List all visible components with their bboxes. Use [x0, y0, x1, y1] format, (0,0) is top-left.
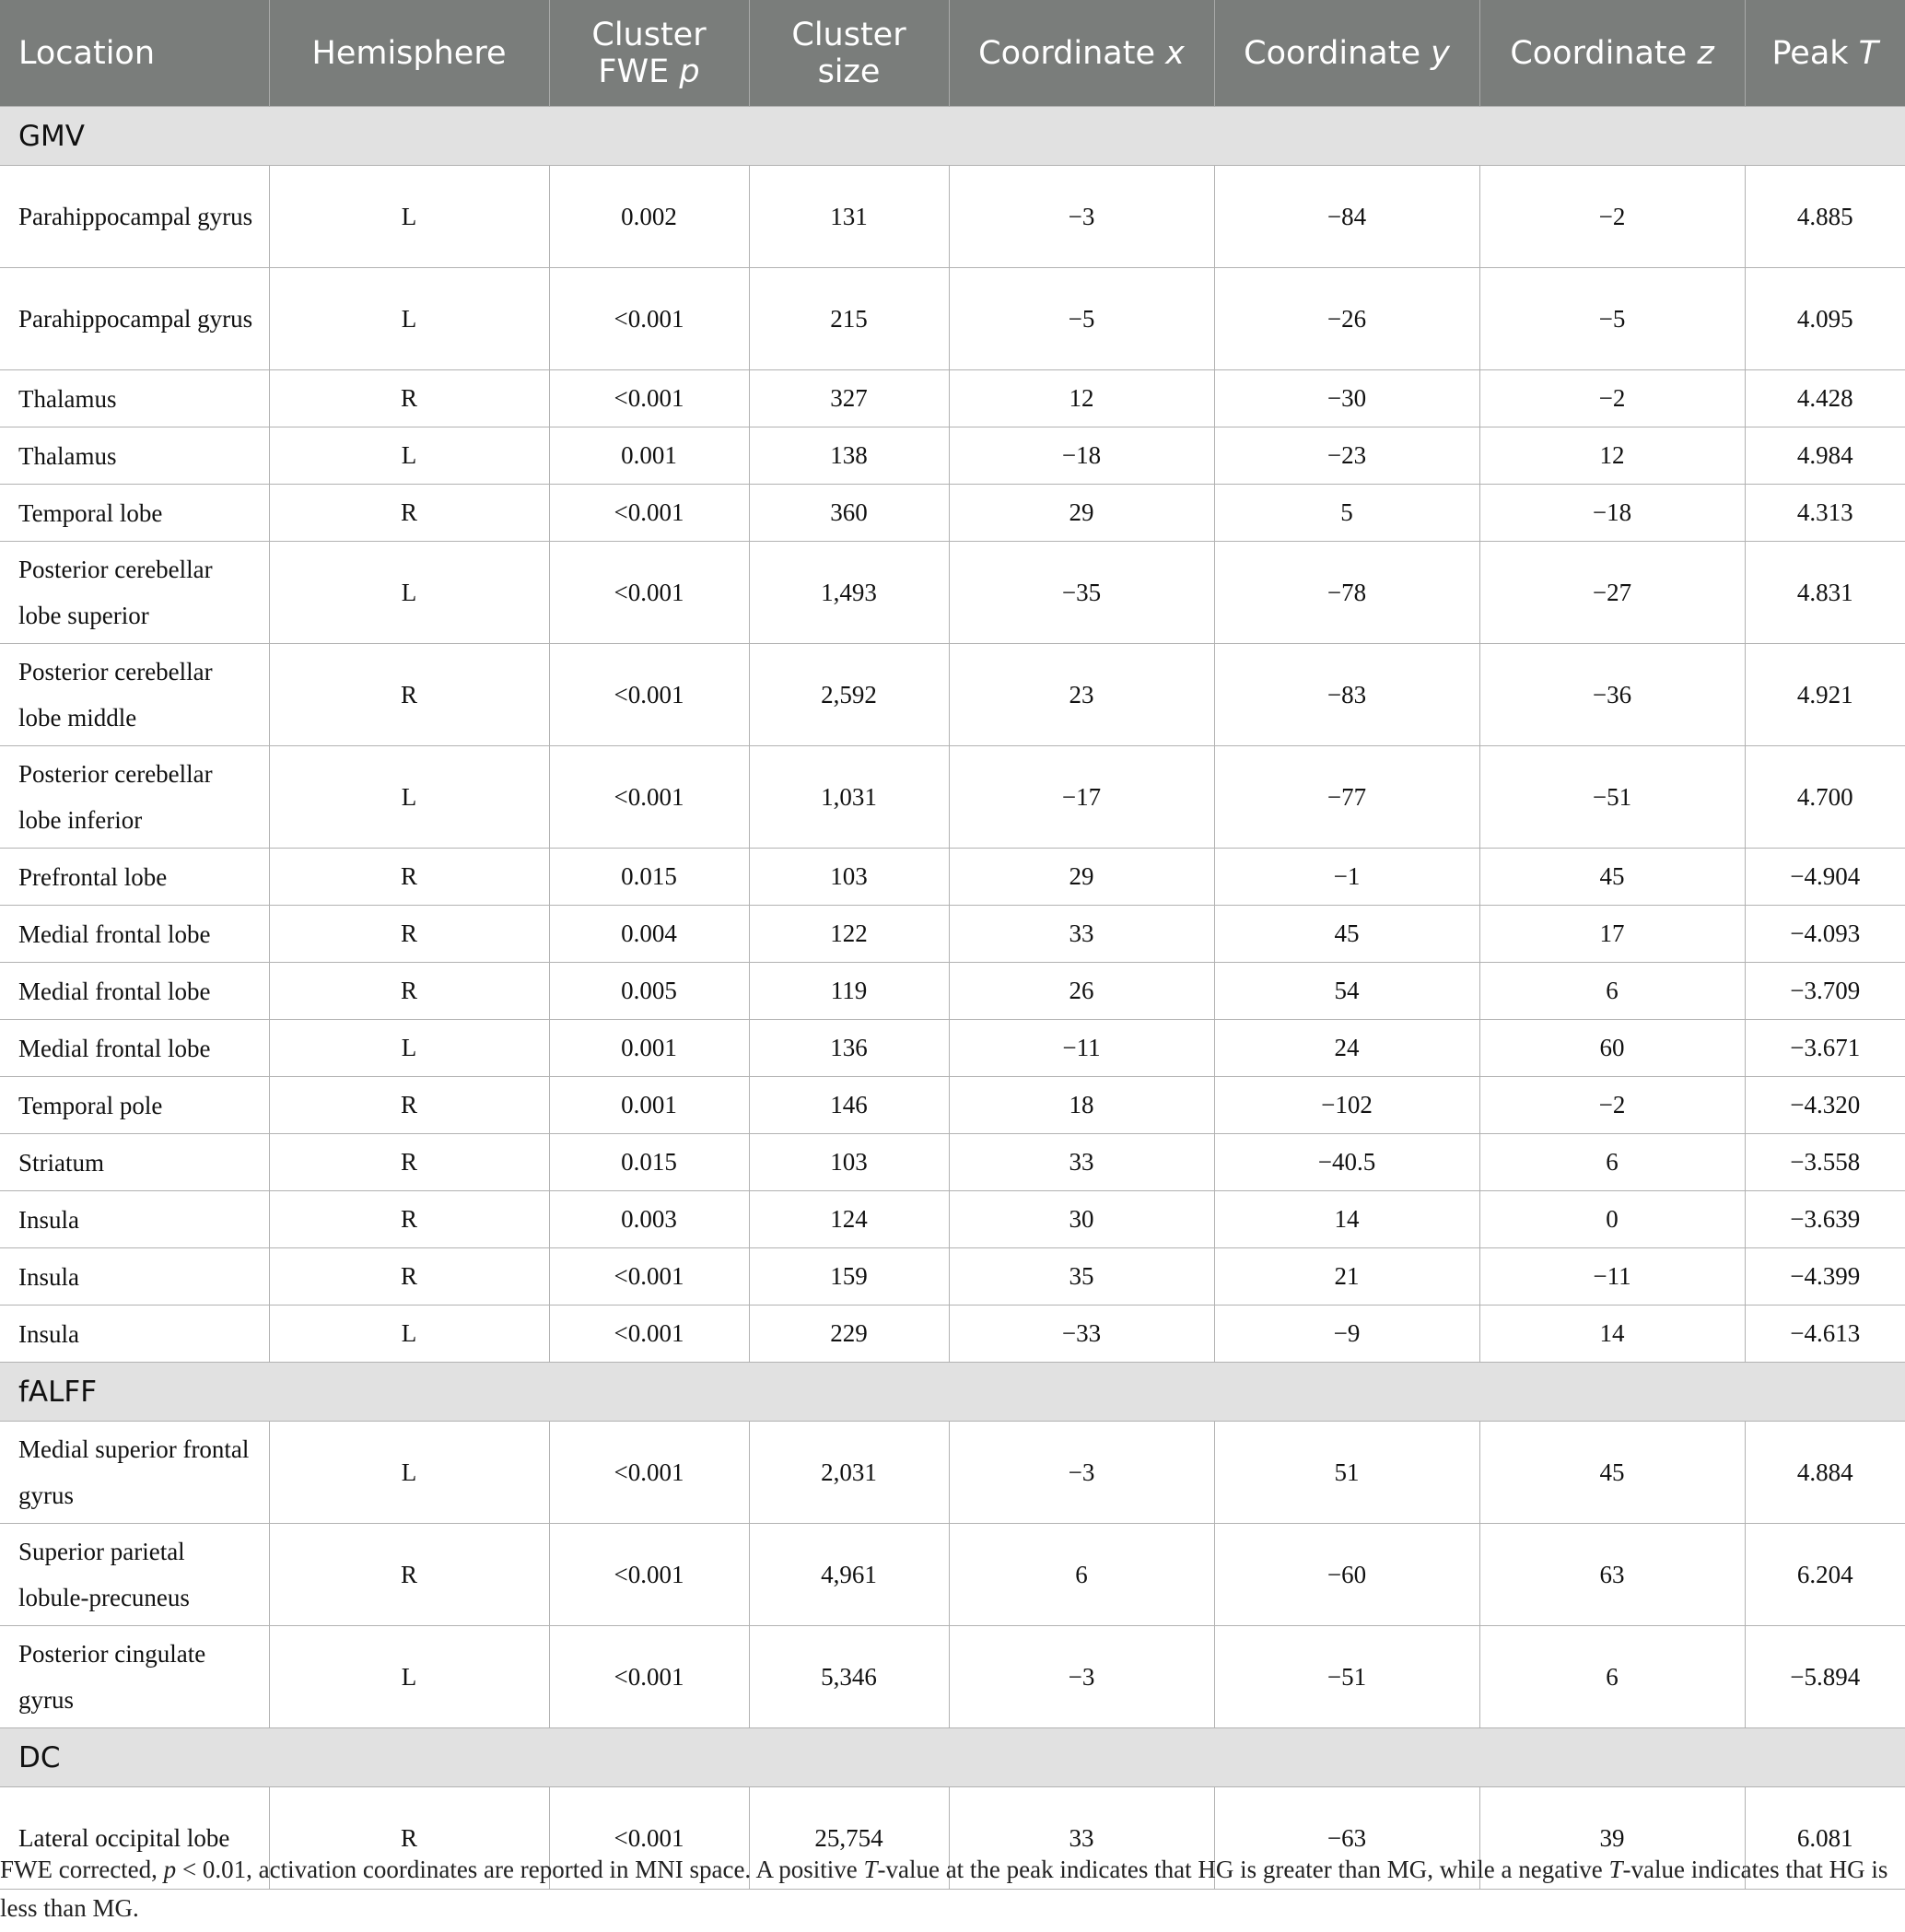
column-header-text: Cluster [791, 16, 906, 53]
table-cell: −23 [1214, 427, 1479, 485]
table-cell: 25,754 [749, 1787, 949, 1890]
table-cell: Posterior cerebellar lobe superior [0, 542, 269, 644]
table-cell: −11 [949, 1020, 1214, 1077]
table-cell: <0.001 [549, 1306, 749, 1363]
section-title: GMV [0, 107, 1905, 166]
table-body [0, 107, 1905, 1890]
column-header [0, 0, 269, 107]
table-cell: 2,592 [749, 644, 949, 746]
table-cell: 0.001 [549, 1020, 749, 1077]
table-cell: Parahippocampal gyrus [0, 268, 269, 370]
table-cell: −18 [1479, 485, 1745, 542]
table-cell: 159 [749, 1248, 949, 1306]
footnote-text: T [1608, 1856, 1623, 1883]
table-cell: R [269, 1077, 549, 1134]
table-cell: −3 [949, 1422, 1214, 1524]
table-cell: −3.639 [1745, 1191, 1905, 1248]
table-cell: 4,961 [749, 1524, 949, 1626]
table-cell: R [269, 1524, 549, 1626]
table-cell: Medial frontal lobe [0, 963, 269, 1020]
table-cell: −4.904 [1745, 849, 1905, 906]
table-cell: 33 [949, 1787, 1214, 1890]
table-cell: R [269, 370, 549, 427]
table-cell: 6 [1479, 963, 1745, 1020]
table-cell: Insula [0, 1191, 269, 1248]
section-row [0, 1728, 1905, 1787]
table-cell: −30 [1214, 370, 1479, 427]
table-row [0, 1422, 1905, 1524]
table-cell: 4.428 [1745, 370, 1905, 427]
table-cell: 29 [949, 849, 1214, 906]
table-cell: 103 [749, 849, 949, 906]
table-cell: −11 [1479, 1248, 1745, 1306]
table-cell: 33 [949, 906, 1214, 963]
column-header [549, 0, 749, 107]
table-cell: 63 [1479, 1524, 1745, 1626]
table-row [0, 906, 1905, 963]
table-cell: Medial frontal lobe [0, 1020, 269, 1077]
table-cell: 0.001 [549, 1077, 749, 1134]
table-cell: Prefrontal lobe [0, 849, 269, 906]
table-cell: 229 [749, 1306, 949, 1363]
footnote-text: p [163, 1856, 177, 1883]
table-cell: 45 [1479, 849, 1745, 906]
section-title: DC [0, 1728, 1905, 1787]
table-row [0, 1134, 1905, 1191]
table-cell: 360 [749, 485, 949, 542]
table-cell: 0 [1479, 1191, 1745, 1248]
table-cell: <0.001 [549, 542, 749, 644]
column-header-text: Coordinate [1244, 34, 1432, 72]
table-cell: 6 [1479, 1134, 1745, 1191]
table-cell: 4.831 [1745, 542, 1905, 644]
table-cell: −40.5 [1214, 1134, 1479, 1191]
table-cell: 4.984 [1745, 427, 1905, 485]
column-header-text: Peak [1771, 34, 1859, 72]
section-row [0, 1363, 1905, 1422]
table-cell: −3 [949, 166, 1214, 268]
table-cell: 14 [1479, 1306, 1745, 1363]
table-cell: <0.001 [549, 746, 749, 849]
table-cell: 18 [949, 1077, 1214, 1134]
table-cell: −9 [1214, 1306, 1479, 1363]
table-cell: −3.709 [1745, 963, 1905, 1020]
table-cell: <0.001 [549, 485, 749, 542]
table-cell: 131 [749, 166, 949, 268]
table-cell: 14 [1214, 1191, 1479, 1248]
table-cell: −35 [949, 542, 1214, 644]
table-cell: 33 [949, 1134, 1214, 1191]
table-cell: −27 [1479, 542, 1745, 644]
table-cell: 35 [949, 1248, 1214, 1306]
table-cell: Posterior cingulate gyrus [0, 1626, 269, 1728]
table-cell: 0.015 [549, 849, 749, 906]
column-header [1479, 0, 1745, 107]
table-cell: 1,493 [749, 542, 949, 644]
table-cell: L [269, 1306, 549, 1363]
table-cell: −102 [1214, 1077, 1479, 1134]
table-row [0, 485, 1905, 542]
table-cell: 6.081 [1745, 1787, 1905, 1890]
table-cell: <0.001 [549, 1248, 749, 1306]
table-cell: L [269, 1020, 549, 1077]
table-cell: −36 [1479, 644, 1745, 746]
table-row [0, 1248, 1905, 1306]
table-cell: 122 [749, 906, 949, 963]
footnote-text: < 0.01, activation coordinates are reported in MNI space. A positive [176, 1856, 864, 1883]
table-row [0, 849, 1905, 906]
table-cell: 4.700 [1745, 746, 1905, 849]
table-cell: Lateral occipital lobe [0, 1787, 269, 1890]
table-row [0, 1020, 1905, 1077]
table-cell: Posterior cerebellar lobe inferior [0, 746, 269, 849]
table-cell: −5 [949, 268, 1214, 370]
footnote-text: -value at the peak indicates that HG is greater than MG, while a negative [877, 1856, 1609, 1883]
table-row [0, 427, 1905, 485]
column-header-text: Hemisphere [311, 34, 507, 72]
table-cell: −84 [1214, 166, 1479, 268]
table-cell: −51 [1214, 1626, 1479, 1728]
table-cell: 0.002 [549, 166, 749, 268]
column-header [269, 0, 549, 107]
table-cell: 4.921 [1745, 644, 1905, 746]
table-cell: 45 [1214, 906, 1479, 963]
table-cell: 5,346 [749, 1626, 949, 1728]
table-cell: 6 [949, 1524, 1214, 1626]
table-cell: R [269, 1787, 549, 1890]
table-cell: 54 [1214, 963, 1479, 1020]
table-cell: L [269, 542, 549, 644]
table-row [0, 1191, 1905, 1248]
table-cell: Medial superior frontal gyrus [0, 1422, 269, 1524]
column-header-variable: T [1858, 34, 1879, 72]
column-header-text: size [817, 53, 881, 90]
footnote-text: FWE corrected, [0, 1856, 164, 1883]
table-cell: 12 [949, 370, 1214, 427]
table-cell: −2 [1479, 166, 1745, 268]
table-cell: 1,031 [749, 746, 949, 849]
table-footnote [0, 1850, 1890, 1927]
table-cell: −4.320 [1745, 1077, 1905, 1134]
table-row [0, 370, 1905, 427]
table-cell: Temporal pole [0, 1077, 269, 1134]
table-cell: 0.004 [549, 906, 749, 963]
table-cell: L [269, 1422, 549, 1524]
column-header-variable: z [1697, 34, 1714, 72]
table-cell: L [269, 166, 549, 268]
table-cell: 4.313 [1745, 485, 1905, 542]
table-row [0, 166, 1905, 268]
table-cell: Insula [0, 1306, 269, 1363]
table-cell: Medial frontal lobe [0, 906, 269, 963]
header-row [0, 0, 1905, 107]
table-cell: −2 [1479, 1077, 1745, 1134]
table-cell: 0.015 [549, 1134, 749, 1191]
table-cell: 23 [949, 644, 1214, 746]
table-cell: R [269, 906, 549, 963]
table-cell: 30 [949, 1191, 1214, 1248]
table-cell: 146 [749, 1077, 949, 1134]
table-cell: 124 [749, 1191, 949, 1248]
table-cell: 0.001 [549, 427, 749, 485]
table-cell: −3.558 [1745, 1134, 1905, 1191]
table-row [0, 746, 1905, 849]
table-cell: −60 [1214, 1524, 1479, 1626]
column-header-variable: x [1165, 34, 1185, 72]
table-cell: −18 [949, 427, 1214, 485]
table-cell: −51 [1479, 746, 1745, 849]
table-cell: −78 [1214, 542, 1479, 644]
table-cell: Parahippocampal gyrus [0, 166, 269, 268]
table-cell: −5 [1479, 268, 1745, 370]
table-row [0, 542, 1905, 644]
table-cell: R [269, 485, 549, 542]
table-cell: 4.885 [1745, 166, 1905, 268]
table-cell: −77 [1214, 746, 1479, 849]
table-cell: −2 [1479, 370, 1745, 427]
table-cell: −1 [1214, 849, 1479, 906]
table-row [0, 963, 1905, 1020]
table-cell: <0.001 [549, 644, 749, 746]
table-cell: L [269, 268, 549, 370]
table-cell: R [269, 1191, 549, 1248]
table-cell: 136 [749, 1020, 949, 1077]
table-cell: L [269, 427, 549, 485]
table-cell: R [269, 1134, 549, 1191]
table-header [0, 0, 1905, 107]
table-cell: <0.001 [549, 1626, 749, 1728]
table-cell: −4.093 [1745, 906, 1905, 963]
table-cell: 5 [1214, 485, 1479, 542]
table-cell: 0.005 [549, 963, 749, 1020]
column-header-text: Coordinate [1510, 34, 1698, 72]
table-cell: −3 [949, 1626, 1214, 1728]
column-header-text: Cluster [591, 16, 707, 53]
table-cell: <0.001 [549, 1787, 749, 1890]
table-cell: 6 [1479, 1626, 1745, 1728]
section-title: fALFF [0, 1363, 1905, 1422]
table-cell: 39 [1479, 1787, 1745, 1890]
table-cell: 2,031 [749, 1422, 949, 1524]
table-row [0, 1306, 1905, 1363]
table-cell: −26 [1214, 268, 1479, 370]
table-cell: Thalamus [0, 427, 269, 485]
table-cell: Posterior cerebellar lobe middle [0, 644, 269, 746]
table-cell: 45 [1479, 1422, 1745, 1524]
table-cell: <0.001 [549, 1524, 749, 1626]
table-cell: <0.001 [549, 370, 749, 427]
table-cell: 0.003 [549, 1191, 749, 1248]
table-cell: −3.671 [1745, 1020, 1905, 1077]
table-row [0, 1077, 1905, 1134]
table-cell: 119 [749, 963, 949, 1020]
table-cell: 215 [749, 268, 949, 370]
column-header-text: Location [18, 34, 156, 72]
table-cell: Thalamus [0, 370, 269, 427]
table-row [0, 268, 1905, 370]
table-cell: R [269, 963, 549, 1020]
table-cell: R [269, 1248, 549, 1306]
table-cell: Temporal lobe [0, 485, 269, 542]
table-cell: 103 [749, 1134, 949, 1191]
table-cell: <0.001 [549, 1422, 749, 1524]
table-cell: R [269, 644, 549, 746]
table-cell: Insula [0, 1248, 269, 1306]
table-cell: −4.613 [1745, 1306, 1905, 1363]
footnote-text: T [863, 1856, 878, 1883]
table-cell: −4.399 [1745, 1248, 1905, 1306]
table-cell: 138 [749, 427, 949, 485]
table-cell: Superior parietal lobule-precuneus [0, 1524, 269, 1626]
table-cell: 17 [1479, 906, 1745, 963]
table-cell: <0.001 [549, 268, 749, 370]
table-cell: 60 [1479, 1020, 1745, 1077]
table-cell: 26 [949, 963, 1214, 1020]
table-cell: 51 [1214, 1422, 1479, 1524]
column-header [749, 0, 949, 107]
table-cell: L [269, 1626, 549, 1728]
table-cell: −83 [1214, 644, 1479, 746]
column-header [949, 0, 1214, 107]
column-header-variable: y [1431, 34, 1450, 72]
table-row [0, 1626, 1905, 1728]
table-cell: −5.894 [1745, 1626, 1905, 1728]
table-cell: Striatum [0, 1134, 269, 1191]
table-cell: 29 [949, 485, 1214, 542]
column-header [1745, 0, 1905, 107]
footnote-text: -value indicates that HG is less than MG. [0, 1856, 1888, 1922]
table-cell: 327 [749, 370, 949, 427]
table-cell: R [269, 849, 549, 906]
column-header [1214, 0, 1479, 107]
table-cell: 12 [1479, 427, 1745, 485]
table-cell: −63 [1214, 1787, 1479, 1890]
table-cell: 6.204 [1745, 1524, 1905, 1626]
table-cell: −33 [949, 1306, 1214, 1363]
table-cell: 4.884 [1745, 1422, 1905, 1524]
column-header-text: FWE [598, 53, 680, 90]
table-cell: L [269, 746, 549, 849]
section-row [0, 107, 1905, 166]
table-cell: −17 [949, 746, 1214, 849]
table-row [0, 1524, 1905, 1626]
table-cell: 4.095 [1745, 268, 1905, 370]
table-cell: 21 [1214, 1248, 1479, 1306]
column-header-text: Coordinate [978, 34, 1166, 72]
column-header-variable: p [679, 53, 700, 90]
table-cell: 24 [1214, 1020, 1479, 1077]
table-row [0, 644, 1905, 746]
